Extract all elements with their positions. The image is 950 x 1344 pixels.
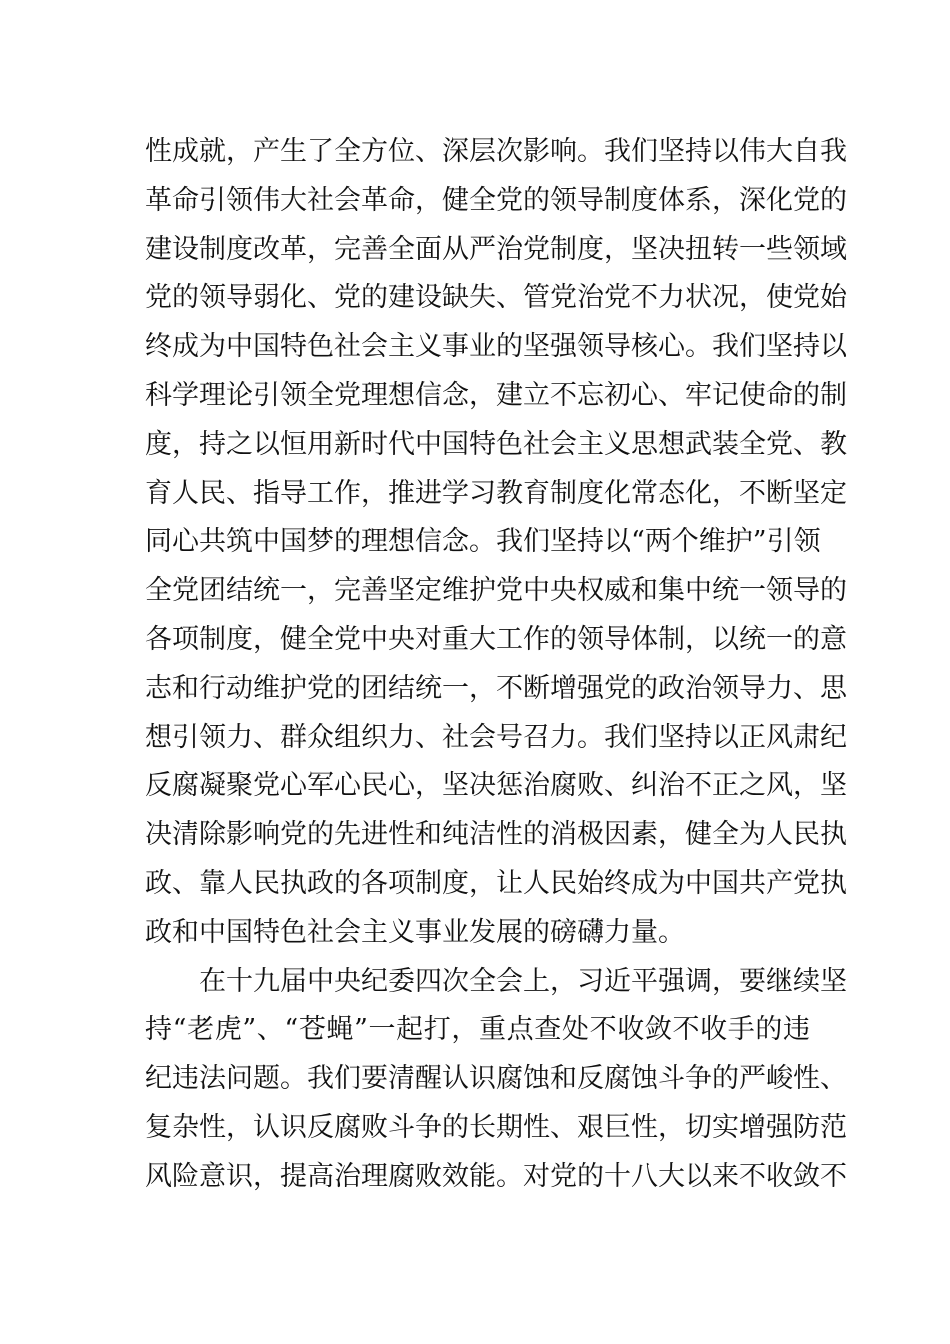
text-line: 在十九届中央纪委四次全会上，习近平强调，要继续坚 — [199, 965, 847, 997]
text-line: 持“老虎”、“苍蝇”一起打，重点查处不收敛不收手的违 — [145, 1014, 810, 1046]
text-line: 度，持之以恒用新时代中国特色社会主义思想武装全党、教 — [145, 428, 847, 460]
text-line: 各项制度，健全党中央对重大工作的领导体制，以统一的意 — [145, 623, 847, 655]
text-line: 反腐凝聚党心军心民心，坚决惩治腐败、纠治不正之风，坚 — [145, 770, 847, 802]
text-line: 性成就，产生了全方位、深层次影响。我们坚持以伟大自我 — [145, 136, 847, 167]
text-line: 风险意识，提高治理腐败效能。对党的十八大以来不收敛不 — [145, 1160, 847, 1192]
text-line: 育人民、指导工作，推进学习教育制度化常态化，不断坚定 — [145, 477, 847, 509]
text-line: 科学理论引领全党理想信念，建立不忘初心、牢记使命的制 — [145, 379, 847, 411]
text-line: 政、靠人民执政的各项制度，让人民始终成为中国共产党执 — [145, 867, 847, 899]
text-line: 全党团结统一，完善坚定维护党中央权威和集中统一领导的 — [145, 575, 847, 607]
text-line: 志和行动维护党的团结统一，不断增强党的政治领导力、思 — [145, 672, 847, 704]
text-line: 纪违法问题。我们要清醒认识腐蚀和反腐蚀斗争的严峻性、 — [145, 1063, 847, 1095]
text-line: 革命引领伟大社会革命，健全党的领导制度体系，深化党的 — [145, 184, 847, 216]
text-line: 党的领导弱化、党的建设缺失、管党治党不力状况，使党始 — [145, 282, 847, 314]
paragraph-2 — [145, 958, 847, 1202]
text-line: 决清除影响党的先进性和纯洁性的消极因素，健全为人民执 — [145, 819, 847, 851]
text-line: 同心共筑中国梦的理想信念。我们坚持以“两个维护”引领 — [145, 526, 821, 558]
text-line: 复杂性，认识反腐败斗争的长期性、艰巨性，切实增强防范 — [145, 1111, 847, 1143]
text-line: 政和中国特色社会主义事业发展的磅礴力量。 — [145, 916, 685, 948]
text-line: 建设制度改革，完善全面从严治党制度，坚决扭转一些领域 — [145, 233, 847, 265]
body-text — [145, 128, 847, 1202]
text-line: 终成为中国特色社会主义事业的坚强领导核心。我们坚持以 — [145, 331, 847, 363]
paragraph-1 — [145, 128, 847, 958]
text-line: 想引领力、群众组织力、社会号召力。我们坚持以正风肃纪 — [145, 721, 847, 753]
